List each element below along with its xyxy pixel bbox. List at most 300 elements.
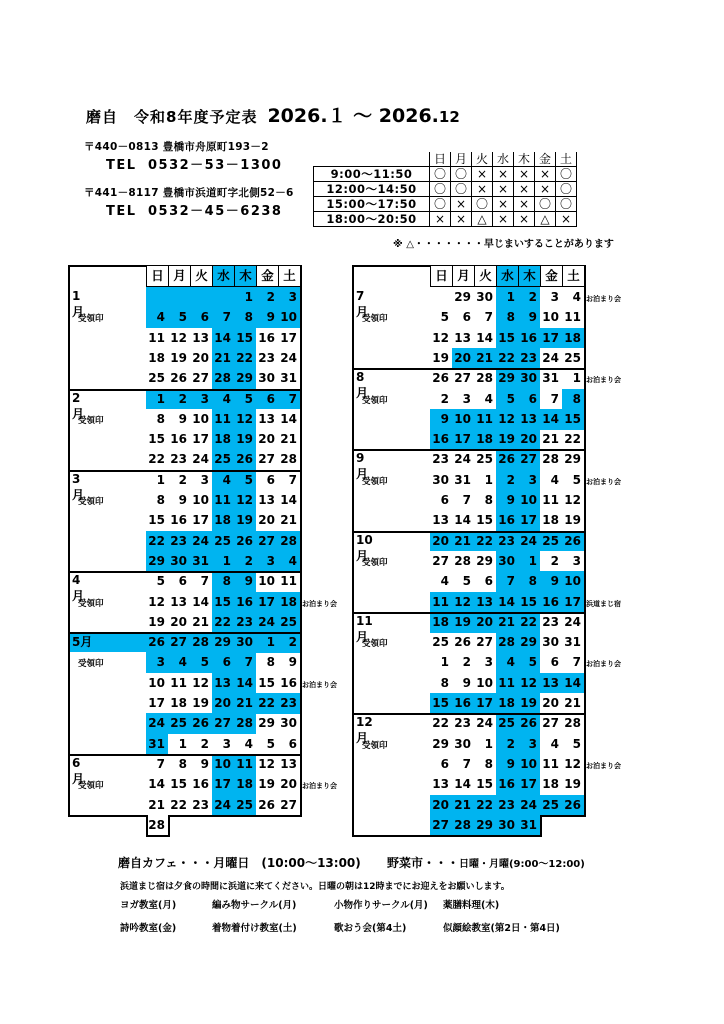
calendar-day-cell: 14 [562,673,584,694]
calendar-month-divider [352,368,584,370]
receipt-label: 受領印 [362,314,388,325]
calendar-day-header: 金 [540,265,563,287]
calendar-day-cell: 24 [280,350,297,365]
calendar-day-cell: 27 [454,371,471,386]
calendar-day-cell: 18 [474,429,496,450]
calendar-day-cell: 4 [484,391,493,406]
calendar-day-cell: 4 [496,652,518,673]
calendar-day-header: 火 [474,265,497,287]
class-item: 小物作りサークル(月) [334,900,428,911]
calendar-day-cell: 8 [484,756,493,771]
class-item: 似顔絵教室(第2日・第4日) [443,923,560,934]
calendar-day-cell: 21 [452,531,474,552]
schedule-note: ※ △・・・・・・・早じまいすることがあります [393,239,614,250]
calendar-day-cell: 5 [234,470,256,491]
calendar-day-cell: 15 [518,592,540,613]
schedule-mark: △ [535,212,556,227]
calendar-day-cell [430,287,452,308]
calendar-day-cell: 29 [474,815,496,836]
calendar-day-cell: 3 [462,391,471,406]
calendar-day-cell: 16 [170,513,187,528]
calendar-day-cell: 14 [212,328,234,349]
calendar-border-bottom [540,815,586,817]
calendar-day-cell: 12 [432,330,449,345]
calendar-border-bottom [146,835,170,837]
schedule-mark: × [535,167,556,182]
schedule-mark: 〇 [556,197,577,212]
calendar-day-cell: 4 [572,290,581,304]
calendar-day-cell: 18 [430,612,452,633]
schedule-mark: × [493,167,514,182]
calendar-day-cell: 13 [170,594,187,609]
calendar-day-cell: 11 [496,673,518,694]
calendar-day-cell: 10 [518,754,540,775]
calendar-day-cell: 14 [280,493,297,507]
calendar-side-note: 浜道まじ宿 [586,599,621,608]
calendar-day-cell: 6 [266,472,275,487]
calendar-month-divider [68,754,300,756]
calendar-day-cell: 7 [288,472,297,487]
calendar-day-cell: 4 [146,307,168,328]
schedule-day-header: 木 [514,152,535,167]
calendar-day-cell: 29 [496,368,518,389]
calendar-day-cell: 3 [222,736,231,751]
calendar-day-cell: 28 [190,632,212,653]
calendar-day-cell: 17 [518,510,540,531]
calendar-day-cell: 4 [168,652,190,673]
calendar-day-cell: 15 [148,432,165,447]
schedule-mark: × [514,167,535,182]
calendar-day-cell: 6 [288,736,297,751]
calendar-day-cell: 16 [234,592,256,613]
calendar-day-cell: 12 [234,409,256,430]
calendar-day-cell: 18 [212,429,234,450]
calendar-day-cell: 24 [190,531,212,552]
calendar-day-cell: 10 [452,409,474,430]
schedule-day-header: 水 [493,152,514,167]
calendar-day-cell: 10 [476,675,493,690]
calendar-day-cell: 15 [212,592,234,613]
calendar-day-cell: 1 [178,736,187,751]
calendar-day-cell: 10 [258,574,275,589]
calendar-day-cell: 8 [234,307,256,328]
calendar-day-cell: 9 [496,754,518,775]
calendar-day-cell: 13 [474,592,496,613]
title-year-range: 2026.１ ～ 2026. [267,105,439,127]
calendar-day-cell: 3 [146,652,168,673]
receipt-label: 受領印 [78,415,104,426]
schedule-time: 12:00～14:50 [314,182,430,197]
schedule-mark: × [451,212,472,227]
calendar-day-cell: 14 [476,330,493,345]
schedule-mark: × [514,182,535,197]
calendar-day-cell [168,815,190,836]
calendar-day-cell: 31 [542,371,559,386]
calendar-day-cell: 30 [542,635,559,650]
calendar-day-cell: 7 [572,655,581,670]
calendar-day-cell: 3 [278,287,300,308]
calendar-day-header: 日 [430,265,453,287]
tel-1-number: 0532－53－1300 [148,158,283,173]
schedule-mark: × [514,197,535,212]
class-item: 歌おう会(第4土) [334,923,407,934]
calendar-day-cell: 11 [212,490,234,511]
calendar-day-cell: 14 [454,777,471,792]
calendar-day-cell: 12 [170,330,187,345]
calendar-side-note: お泊まり会 [302,782,337,791]
calendar-day-cell: 26 [562,795,584,816]
calendar-month-label: 1月 [72,289,85,319]
calendar-day-cell: 28 [542,452,559,467]
calendar-day-cell: 24 [454,452,471,467]
calendar-day-cell: 14 [192,594,209,609]
calendar-day-cell: 15 [476,513,493,528]
calendar-day-cell: 12 [518,673,540,694]
calendar-day-cell: 22 [474,795,496,816]
calendar-day-cell: 12 [564,493,581,507]
calendar-day-cell: 28 [454,553,471,568]
calendar-day-cell: 31 [518,815,540,836]
calendar-border-step [146,815,148,835]
calendar-day-cell: 3 [572,553,581,568]
schedule-day-header: 日 [430,152,451,167]
calendar-day-cell: 5 [518,652,540,673]
calendar-day-cell: 31 [454,472,471,487]
calendar-day-cell: 24 [192,452,209,467]
calendar-day-cell: 1 [234,287,256,308]
calendar-day-cell: 8 [178,756,187,771]
calendar-day-cell: 29 [454,290,471,304]
calendar-day-cell: 19 [234,510,256,531]
calendar-day-cell: 11 [148,330,165,345]
calendar-day-cell: 11 [474,409,496,430]
calendar-day-cell: 28 [496,632,518,653]
calendar-day-cell: 18 [148,350,165,365]
calendar-day-cell: 24 [518,531,540,552]
schedule-time: 18:00～20:50 [314,212,430,227]
calendar-month-label: 11月 [356,613,373,644]
calendar-day-cell: 15 [170,777,187,792]
calendar-month-divider [68,632,300,634]
calendar-day-cell [212,815,234,836]
calendar-day-cell: 18 [212,510,234,531]
calendar-day-cell: 28 [278,531,300,552]
calendar-day-cell: 12 [452,592,474,613]
calendar-day-cell: 27 [518,449,540,470]
calendar-day-cell: 21 [280,513,297,528]
calendar-day-cell: 10 [518,490,540,511]
calendar-day-cell: 19 [170,350,187,365]
calendar-side-note: お泊まり会 [302,680,337,689]
calendar-month-divider [68,470,300,472]
calendar-day-cell: 1 [146,389,168,410]
calendar-day-cell: 28 [212,368,234,389]
calendar-day-cell: 23 [542,614,559,629]
calendar-border-top [352,265,430,267]
receipt-label: 受領印 [78,497,104,507]
calendar-day-cell: 8 [156,493,165,507]
calendar-border-left [352,265,354,835]
calendar-day-cell: 22 [256,693,278,714]
calendar-day-cell: 25 [476,452,493,467]
calendar-day-cell: 1 [440,655,449,670]
calendar-day-cell: 6 [440,493,449,507]
calendar-side-note: お泊まり会 [586,761,621,770]
schedule-mark: × [514,212,535,227]
schedule-mark: 〇 [430,197,451,212]
calendar-day-cell: 11 [542,756,559,771]
calendar-day-cell: 16 [540,592,562,613]
calendar-day-cell: 30 [280,716,297,731]
calendar-day-cell: 10 [192,411,209,426]
schedule-mark: 〇 [556,182,577,197]
calendar-day-cell: 22 [564,432,581,447]
calendar-day-cell: 26 [496,449,518,470]
calendar-day-cell: 23 [234,612,256,633]
calendar-day-cell: 24 [146,713,168,734]
calendar-day-cell: 18 [496,693,518,714]
calendar-day-cell: 26 [454,635,471,650]
calendar-day-cell: 9 [234,571,256,592]
calendar-day-cell: 1 [256,632,278,653]
calendar-day-cell: 30 [518,368,540,389]
calendar-day-cell: 7 [550,391,559,406]
schedule-mark: × [472,182,493,197]
calendar-day-cell: 7 [496,571,518,592]
calendar-day-header: 火 [190,265,213,287]
calendar-day-header: 月 [452,265,475,287]
calendar-day-cell: 24 [564,614,581,629]
calendar-day-cell: 5 [462,574,471,589]
calendar-day-cell: 8 [496,307,518,328]
calendar-day-cell: 24 [256,612,278,633]
calendar-day-cell: 23 [278,693,300,714]
calendar-day-cell: 31 [190,551,212,572]
calendar-month-label: 9月 [356,451,369,482]
calendar-day-cell: 1 [484,472,493,487]
calendar-day-cell: 9 [496,490,518,511]
calendar-day-cell: 7 [234,652,256,673]
calendar-day-cell: 24 [476,716,493,731]
calendar-day-cell: 25 [148,371,165,386]
calendar-day-cell: 26 [562,531,584,552]
title-year-end: 12 [438,108,460,126]
calendar-day-cell: 2 [518,287,540,308]
calendar-day-cell: 14 [234,673,256,694]
calendar-border-step [168,815,170,835]
calendar-border-step [540,815,542,837]
calendar-day-cell: 2 [462,655,471,670]
class-item: 薬膳料理(木) [443,900,500,911]
calendar-day-cell: 15 [234,328,256,349]
calendar-day-cell: 6 [518,389,540,410]
calendar-day-cell: 17 [562,592,584,613]
calendar-day-cell: 10 [562,571,584,592]
calendar-side-note: お泊まり会 [586,295,621,303]
calendar-month-label: 5月 [68,632,146,652]
calendar-day-cell: 9 [518,307,540,328]
calendar-day-cell: 27 [432,553,449,568]
calendar-side-note: お泊まり会 [302,599,337,608]
calendar-day-cell: 16 [280,675,297,690]
calendar-day-cell: 21 [234,693,256,714]
calendar-month-divider [352,449,584,451]
calendar-day-cell: 20 [280,777,297,792]
calendar-day-header: 月 [168,265,191,287]
calendar-day-cell: 6 [212,652,234,673]
calendar-day-cell: 4 [212,389,234,410]
calendar-day-cell: 12 [234,490,256,511]
calendar-month-label: 12月 [356,715,373,746]
calendar-day-cell: 16 [518,328,540,349]
calendar-day-cell: 8 [212,571,234,592]
schedule-mark: × [556,212,577,227]
calendar-day-cell: 17 [256,592,278,613]
calendar-day-cell: 3 [484,655,493,670]
calendar-day-cell: 28 [280,452,297,467]
calendar-day-cell: 9 [462,675,471,690]
calendar-day-cell: 17 [192,432,209,447]
calendar-day-cell: 22 [234,348,256,369]
calendar-month-label: 8月 [356,370,369,401]
calendar-day-cell: 7 [212,307,234,328]
calendar-day-cell: 3 [518,470,540,491]
address-1: 〒440－0813 豊橋市舟原町193－2 [84,141,269,153]
calendar-day-cell: 6 [178,574,187,589]
calendar-day-cell: 20 [212,693,234,714]
receipt-label: 受領印 [362,740,388,751]
calendar-day-header: 木 [518,265,541,287]
calendar-day-cell: 22 [518,612,540,633]
class-item: 編み物サークル(月) [212,900,297,911]
calendar-day-cell: 8 [518,571,540,592]
calendar-day-cell: 7 [462,756,471,771]
calendar-day-cell: 2 [256,287,278,308]
calendar-day-cell: 3 [518,734,540,755]
calendar-day-cell: 8 [484,493,493,507]
calendar-day-cell: 19 [496,429,518,450]
calendar-day-cell: 29 [564,452,581,467]
class-item: ヨガ教室(月) [120,900,177,911]
calendar-day-cell: 2 [168,389,190,410]
calendar-day-cell: 23 [192,797,209,812]
calendar-day-cell: 12 [258,756,275,771]
calendar-day-cell: 20 [430,531,452,552]
calendar-day-cell: 21 [280,432,297,447]
calendar-day-cell: 31 [564,635,581,650]
receipt-label: 受領印 [362,395,388,406]
notice-text: 浜道まじ宿は夕食の時間に浜道に来てください。日曜の朝は12時までにお迎えをお願いします。 [120,882,510,892]
market-label: 野菜市・・・ [386,856,459,870]
calendar-day-cell: 19 [564,777,581,792]
market-time: 日曜・月曜(9:00～12:00) [458,859,585,870]
calendar-day-cell: 16 [496,510,518,531]
receipt-label: 受領印 [362,639,388,650]
calendar-day-cell: 21 [148,797,165,812]
calendar-day-cell: 6 [462,310,471,325]
calendar-day-cell: 18 [234,774,256,795]
calendar-day-cell: 9 [540,571,562,592]
calendar-day-cell: 28 [452,815,474,836]
calendar-border-right [584,265,586,815]
calendar-day-cell: 23 [454,716,471,731]
calendar-day-cell: 18 [542,513,559,528]
calendar-day-cell: 5 [572,736,581,751]
calendar-day-cell: 22 [148,452,165,467]
calendar-day-cell: 25 [496,713,518,734]
calendar-border-bottom [168,815,302,817]
calendar-day-cell: 5 [266,736,275,751]
class-item: 詩吟教室(金) [120,923,177,934]
calendar-day-cell: 12 [192,675,209,690]
calendar-day-cell: 17 [474,693,496,714]
tel-1-label: TEL [106,158,137,173]
calendar-day-cell: 29 [212,632,234,653]
calendar-day-cell: 30 [496,551,518,572]
calendar-day-cell: 31 [280,371,297,386]
calendar-day-cell: 28 [148,817,165,832]
calendar-day-cell: 9 [430,409,452,430]
calendar-day-cell: 22 [146,531,168,552]
calendar-day-cell: 27 [258,452,275,467]
schedule-mark: 〇 [451,167,472,182]
calendar-day-cell: 28 [234,713,256,734]
receipt-label: 受領印 [362,476,388,487]
calendar-day-cell: 7 [278,389,300,410]
calendar-day-cell: 10 [542,310,559,325]
calendar-day-cell: 7 [200,574,209,589]
calendar-day-cell [212,287,234,308]
calendar-day-cell: 15 [430,693,452,714]
calendar-day-cell: 2 [278,632,300,653]
calendar-day-cell: 18 [542,777,559,792]
calendar-day-cell: 21 [564,696,581,710]
calendar-day-cell: 11 [542,493,559,507]
calendar-day-cell: 19 [564,513,581,528]
calendar-day-cell: 5 [156,574,165,589]
calendar-day-cell: 19 [452,612,474,633]
calendar-month-divider [352,612,584,614]
calendar-day-cell: 13 [540,673,562,694]
calendar-month-divider [352,713,584,715]
schedule-mark: × [535,182,556,197]
calendar-day-cell: 13 [280,756,297,771]
calendar-day-cell: 3 [190,389,212,410]
title-main: 磨自 令和8年度予定表 [86,108,258,126]
calendar-day-cell: 2 [234,551,256,572]
calendar-day-cell: 24 [212,795,234,816]
schedule-mark: × [472,167,493,182]
receipt-label: 受領印 [78,598,104,609]
calendar-day-cell: 16 [192,777,209,792]
calendar-day-cell: 26 [518,713,540,734]
calendar-day-cell: 20 [542,696,559,710]
calendar-day-cell: 25 [212,449,234,470]
calendar-day-cell: 11 [170,675,187,690]
schedule-corner [314,152,430,167]
calendar-day-cell: 27 [212,713,234,734]
calendar-day-cell: 1 [484,736,493,751]
calendar-day-cell: 6 [484,574,493,589]
calendar-day-cell [540,815,562,836]
calendar-day-header: 土 [278,265,301,287]
tel-2 [106,200,282,219]
calendar-day-cell: 27 [280,797,297,812]
calendar-day-cell: 6 [190,307,212,328]
calendar-day-cell: 8 [266,655,275,670]
calendar-day-cell: 1 [518,551,540,572]
calendar-day-cell: 31 [146,734,168,755]
